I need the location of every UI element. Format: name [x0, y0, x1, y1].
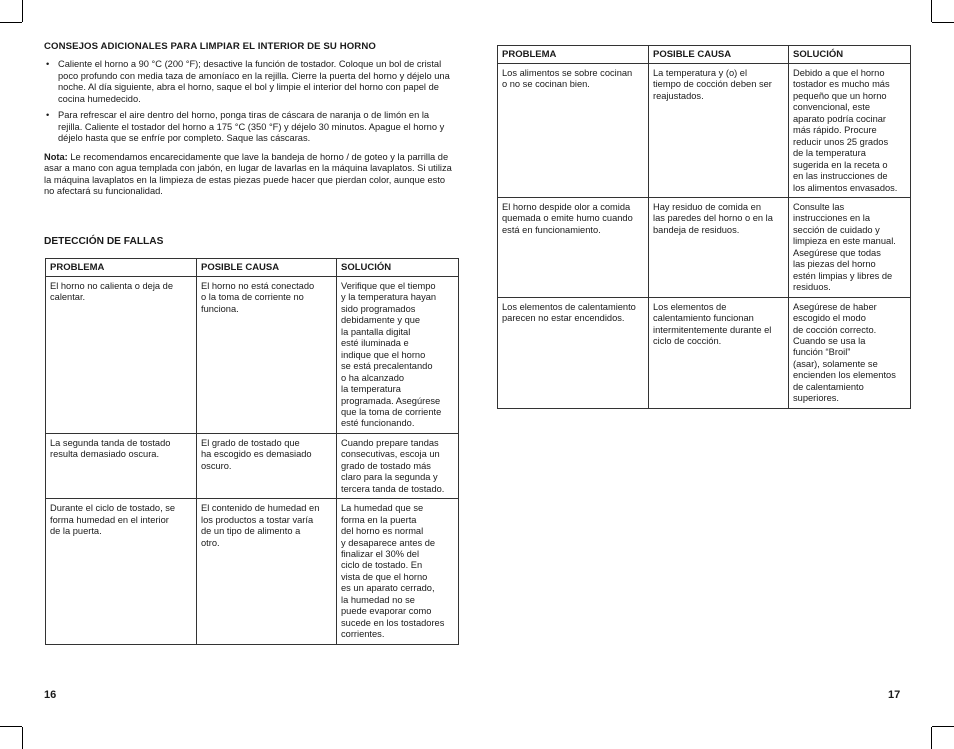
cause-line: o la toma de corriente no [201, 292, 304, 303]
solution-line: indique que el horno [341, 349, 426, 360]
crop-mark [22, 727, 23, 749]
cell-problem [46, 277, 197, 434]
cause-line: otro. [201, 537, 220, 548]
bullet-line: Caliente el horno a 90 °C (200 °F); desactive la función de tostador. Coloque un bol de cristal [58, 59, 442, 69]
cause-line: calentamiento funcionan [653, 313, 754, 324]
cause-line: los productos a tostar varía [201, 514, 314, 525]
crop-mark [22, 0, 23, 22]
solution-line: la humedad no se [341, 594, 415, 605]
cell-solution [789, 64, 911, 198]
bullet-line: noche. Al día siguiente, abra el horno, saque el bol y limpie el interior del horno con papel de [58, 82, 439, 92]
troubleshooting-table-left [45, 258, 459, 645]
solution-line: se está precalentando [341, 361, 433, 372]
crop-mark [931, 0, 932, 22]
solution-line: tercera tanda de tostado. [341, 483, 445, 494]
table-row [46, 277, 459, 434]
solution-line: los alimentos envasados. [793, 182, 898, 193]
cell-problem [498, 297, 649, 408]
list-item [44, 110, 458, 145]
problem-line: de la puerta. [50, 526, 102, 537]
tips-heading: CONSEJOS ADICIONALES PARA LIMPIAR EL INTERIOR DE SU HORNO [44, 41, 376, 52]
solution-line: superiores. [793, 393, 839, 404]
bullet-glyph: • [46, 110, 50, 120]
crop-mark [0, 22, 22, 23]
page-number-right: 17 [888, 689, 901, 701]
note-label: Nota: [44, 151, 68, 162]
solution-line: (asar), solamente se [793, 358, 878, 369]
note-line: la máquina lavaplatos en la limpieza de estas piezas puede hacer que pierdan color, aunque esto [44, 174, 446, 185]
note-line: Le recomendamos encarecidamente que lave la bandeja de horno / de goteo y la parrilla de [67, 151, 449, 162]
bullet-line: poco profundo con media taza de amoníaco en la rejilla. Cierre la puerta del horno y déjelo una [58, 70, 450, 81]
solution-line: y desaparece antes de [341, 537, 436, 548]
cause-line: las paredes del horno o en la [653, 213, 773, 224]
tips-list [44, 59, 458, 145]
header-cause: POSIBLE CAUSA [197, 259, 337, 277]
bullet-line: cocina humedecido. [58, 93, 141, 104]
solution-line: en las instrucciones de [793, 171, 888, 182]
problem-line: El horno despide olor a comida [502, 201, 631, 212]
cell-solution [789, 197, 911, 297]
solution-line: las piezas del horno [793, 259, 876, 270]
cell-cause [197, 277, 337, 434]
list-item [44, 59, 458, 105]
cell-solution [337, 277, 459, 434]
solution-line: ciclo de tostado. En [341, 560, 423, 571]
solution-line: Cuando se usa la [793, 335, 866, 346]
solution-line: de la temperatura [793, 148, 866, 159]
solution-line: estén limpias y libres de [793, 270, 893, 281]
solution-line: grado de tostado más [341, 460, 431, 471]
solution-line: convencional, este [793, 102, 871, 113]
page-number-left: 16 [44, 689, 57, 701]
problem-line: parecen no estar encendidos. [502, 313, 625, 324]
problem-line: calentar. [50, 292, 86, 303]
bullet-line: rejilla. Caliente el tostador del horno a 175 °C (350 °F) y déjelo 30 minutos. Apague el horno y [58, 121, 445, 132]
cell-cause [197, 499, 337, 644]
crop-mark [932, 22, 954, 23]
cause-line: oscuro. [201, 460, 232, 471]
problem-line: La segunda tanda de tostado [50, 437, 171, 448]
solution-line: puede evaporar como [341, 606, 432, 617]
table-row [498, 64, 911, 198]
crop-mark [932, 726, 954, 727]
table-header-row [498, 46, 911, 64]
solution-line: consecutivas, escoja un [341, 449, 440, 460]
cause-line: El contenido de humedad en [201, 503, 320, 514]
solution-line: vista de que el horno [341, 571, 428, 582]
cause-line: Hay residuo de comida en [653, 201, 762, 212]
solution-line: más rápido. Procure [793, 125, 877, 136]
cell-problem [46, 499, 197, 644]
solution-line: programada. Asegúrese [341, 395, 441, 406]
solution-line: de calentamiento [793, 381, 864, 392]
cause-line: reajustados. [653, 90, 704, 101]
solution-line: Verifique que el tiempo [341, 281, 436, 291]
solution-line: reducir unos 25 grados [793, 136, 889, 147]
cause-line: El horno no está conectado [201, 281, 315, 291]
solution-line: sección de cuidado y [793, 224, 880, 235]
crop-mark [0, 726, 22, 727]
cell-solution [337, 499, 459, 644]
bullet-line: Para refrescar el aire dentro del horno, ponga tiras de cáscara de naranja o de limón en la [58, 110, 430, 120]
cell-cause [649, 297, 789, 408]
solution-line: corrientes. [341, 629, 385, 640]
table-row [498, 197, 911, 297]
problem-line: Los alimentos se sobre cocinan [502, 68, 633, 78]
table-row [46, 433, 459, 498]
note-line: asar a mano con agua templada con jabón, en lugar de lavarlas en la máquina lavaplatos. Si utiliza [44, 163, 452, 173]
solution-line: esté iluminada e [341, 338, 409, 349]
problem-line: quemada o emite humo cuando [502, 213, 633, 224]
problem-line: o no se cocinan bien. [502, 79, 590, 90]
cell-cause [649, 197, 789, 297]
cause-line: intermitentemente durante el [653, 324, 772, 335]
problem-line: forma humedad en el interior [50, 514, 169, 525]
header-problem: PROBLEMA [46, 259, 197, 277]
header-solution: SOLUCIÓN [789, 46, 911, 64]
table-row [46, 499, 459, 644]
cell-solution [337, 433, 459, 498]
table-header-row [46, 259, 459, 277]
solution-line: tostador es mucho más [793, 79, 890, 90]
solution-line: limpieza en este manual. [793, 236, 896, 247]
cause-line: bandeja de residuos. [653, 224, 740, 235]
note-line: no afectará su funcionalidad. [44, 186, 163, 196]
solution-line: es un aparato cerrado, [341, 583, 435, 594]
cell-cause [649, 64, 789, 198]
solution-line: Cuando prepare tandas [341, 437, 439, 448]
table-row [498, 297, 911, 408]
note-paragraph [44, 152, 458, 198]
problem-line: Los elementos de calentamiento [502, 301, 636, 312]
solution-line: claro para la segunda y [341, 472, 438, 483]
solution-line: pequeño que un horno [793, 90, 887, 101]
solution-line: debidamente y que [341, 315, 421, 326]
crop-mark [931, 727, 932, 749]
solution-line: la pantalla digital [341, 326, 411, 337]
solution-line: y la temperatura hayan [341, 292, 437, 303]
problem-line: El horno no calienta o deja de [50, 281, 174, 291]
cause-line: ciclo de cocción. [653, 335, 722, 346]
header-problem: PROBLEMA [498, 46, 649, 64]
solution-line: encienden los elementos [793, 370, 896, 381]
solution-line: Debido a que el horno [793, 68, 885, 78]
bullet-line: déjelo hasta que se enfríe por completo. Saque las cáscaras. [58, 133, 311, 143]
cause-line: funciona. [201, 303, 239, 314]
solution-line: Asegúrese que todas [793, 247, 881, 258]
solution-line: instrucciones en la [793, 213, 870, 224]
cell-cause [197, 433, 337, 498]
cell-problem [46, 433, 197, 498]
solution-line: Consulte las [793, 201, 845, 212]
left-page-text [44, 41, 458, 247]
solution-line: de cocción correcto. [793, 324, 877, 335]
problem-line: está en funcionamiento. [502, 224, 601, 235]
solution-line: escogido el modo [793, 313, 866, 324]
solution-line: función “Broil” [793, 347, 851, 358]
solution-line: forma en la puerta [341, 514, 417, 525]
solution-line: sucede en los tostadores [341, 617, 445, 628]
bullet-glyph: • [46, 59, 50, 69]
solution-line: esté funcionando. [341, 418, 415, 429]
cell-problem [498, 64, 649, 198]
problem-line: Durante el ciclo de tostado, se [50, 503, 176, 514]
header-cause: POSIBLE CAUSA [649, 46, 789, 64]
cell-problem [498, 197, 649, 297]
problem-line: resulta demasiado oscura. [50, 449, 160, 460]
solution-line: La humedad que se [341, 503, 424, 514]
solution-line: aparato podría cocinar [793, 113, 887, 124]
section-title: DETECCIÓN DE FALLAS [44, 235, 164, 247]
solution-line: la temperatura [341, 384, 401, 395]
troubleshooting-table-right [497, 45, 911, 409]
solution-line: Asegúrese de haber [793, 301, 877, 312]
solution-line: residuos. [793, 282, 831, 293]
cause-line: Los elementos de [653, 301, 727, 312]
solution-line: sido programados [341, 303, 416, 314]
cause-line: de un tipo de alimento a [201, 526, 301, 537]
solution-line: que la toma de corriente [341, 406, 442, 417]
solution-line: del horno es normal [341, 526, 424, 537]
solution-line: finalizar el 30% del [341, 548, 420, 559]
cause-line: ha escogido es demasiado [201, 449, 312, 460]
cause-line: La temperatura y (o) el [653, 68, 748, 78]
header-solution: SOLUCIÓN [337, 259, 459, 277]
cell-solution [789, 297, 911, 408]
solution-line: sugerida en la receta o [793, 159, 888, 170]
cause-line: El grado de tostado que [201, 437, 300, 448]
cause-line: tiempo de cocción deben ser [653, 79, 772, 90]
solution-line: o ha alcanzado [341, 372, 405, 383]
